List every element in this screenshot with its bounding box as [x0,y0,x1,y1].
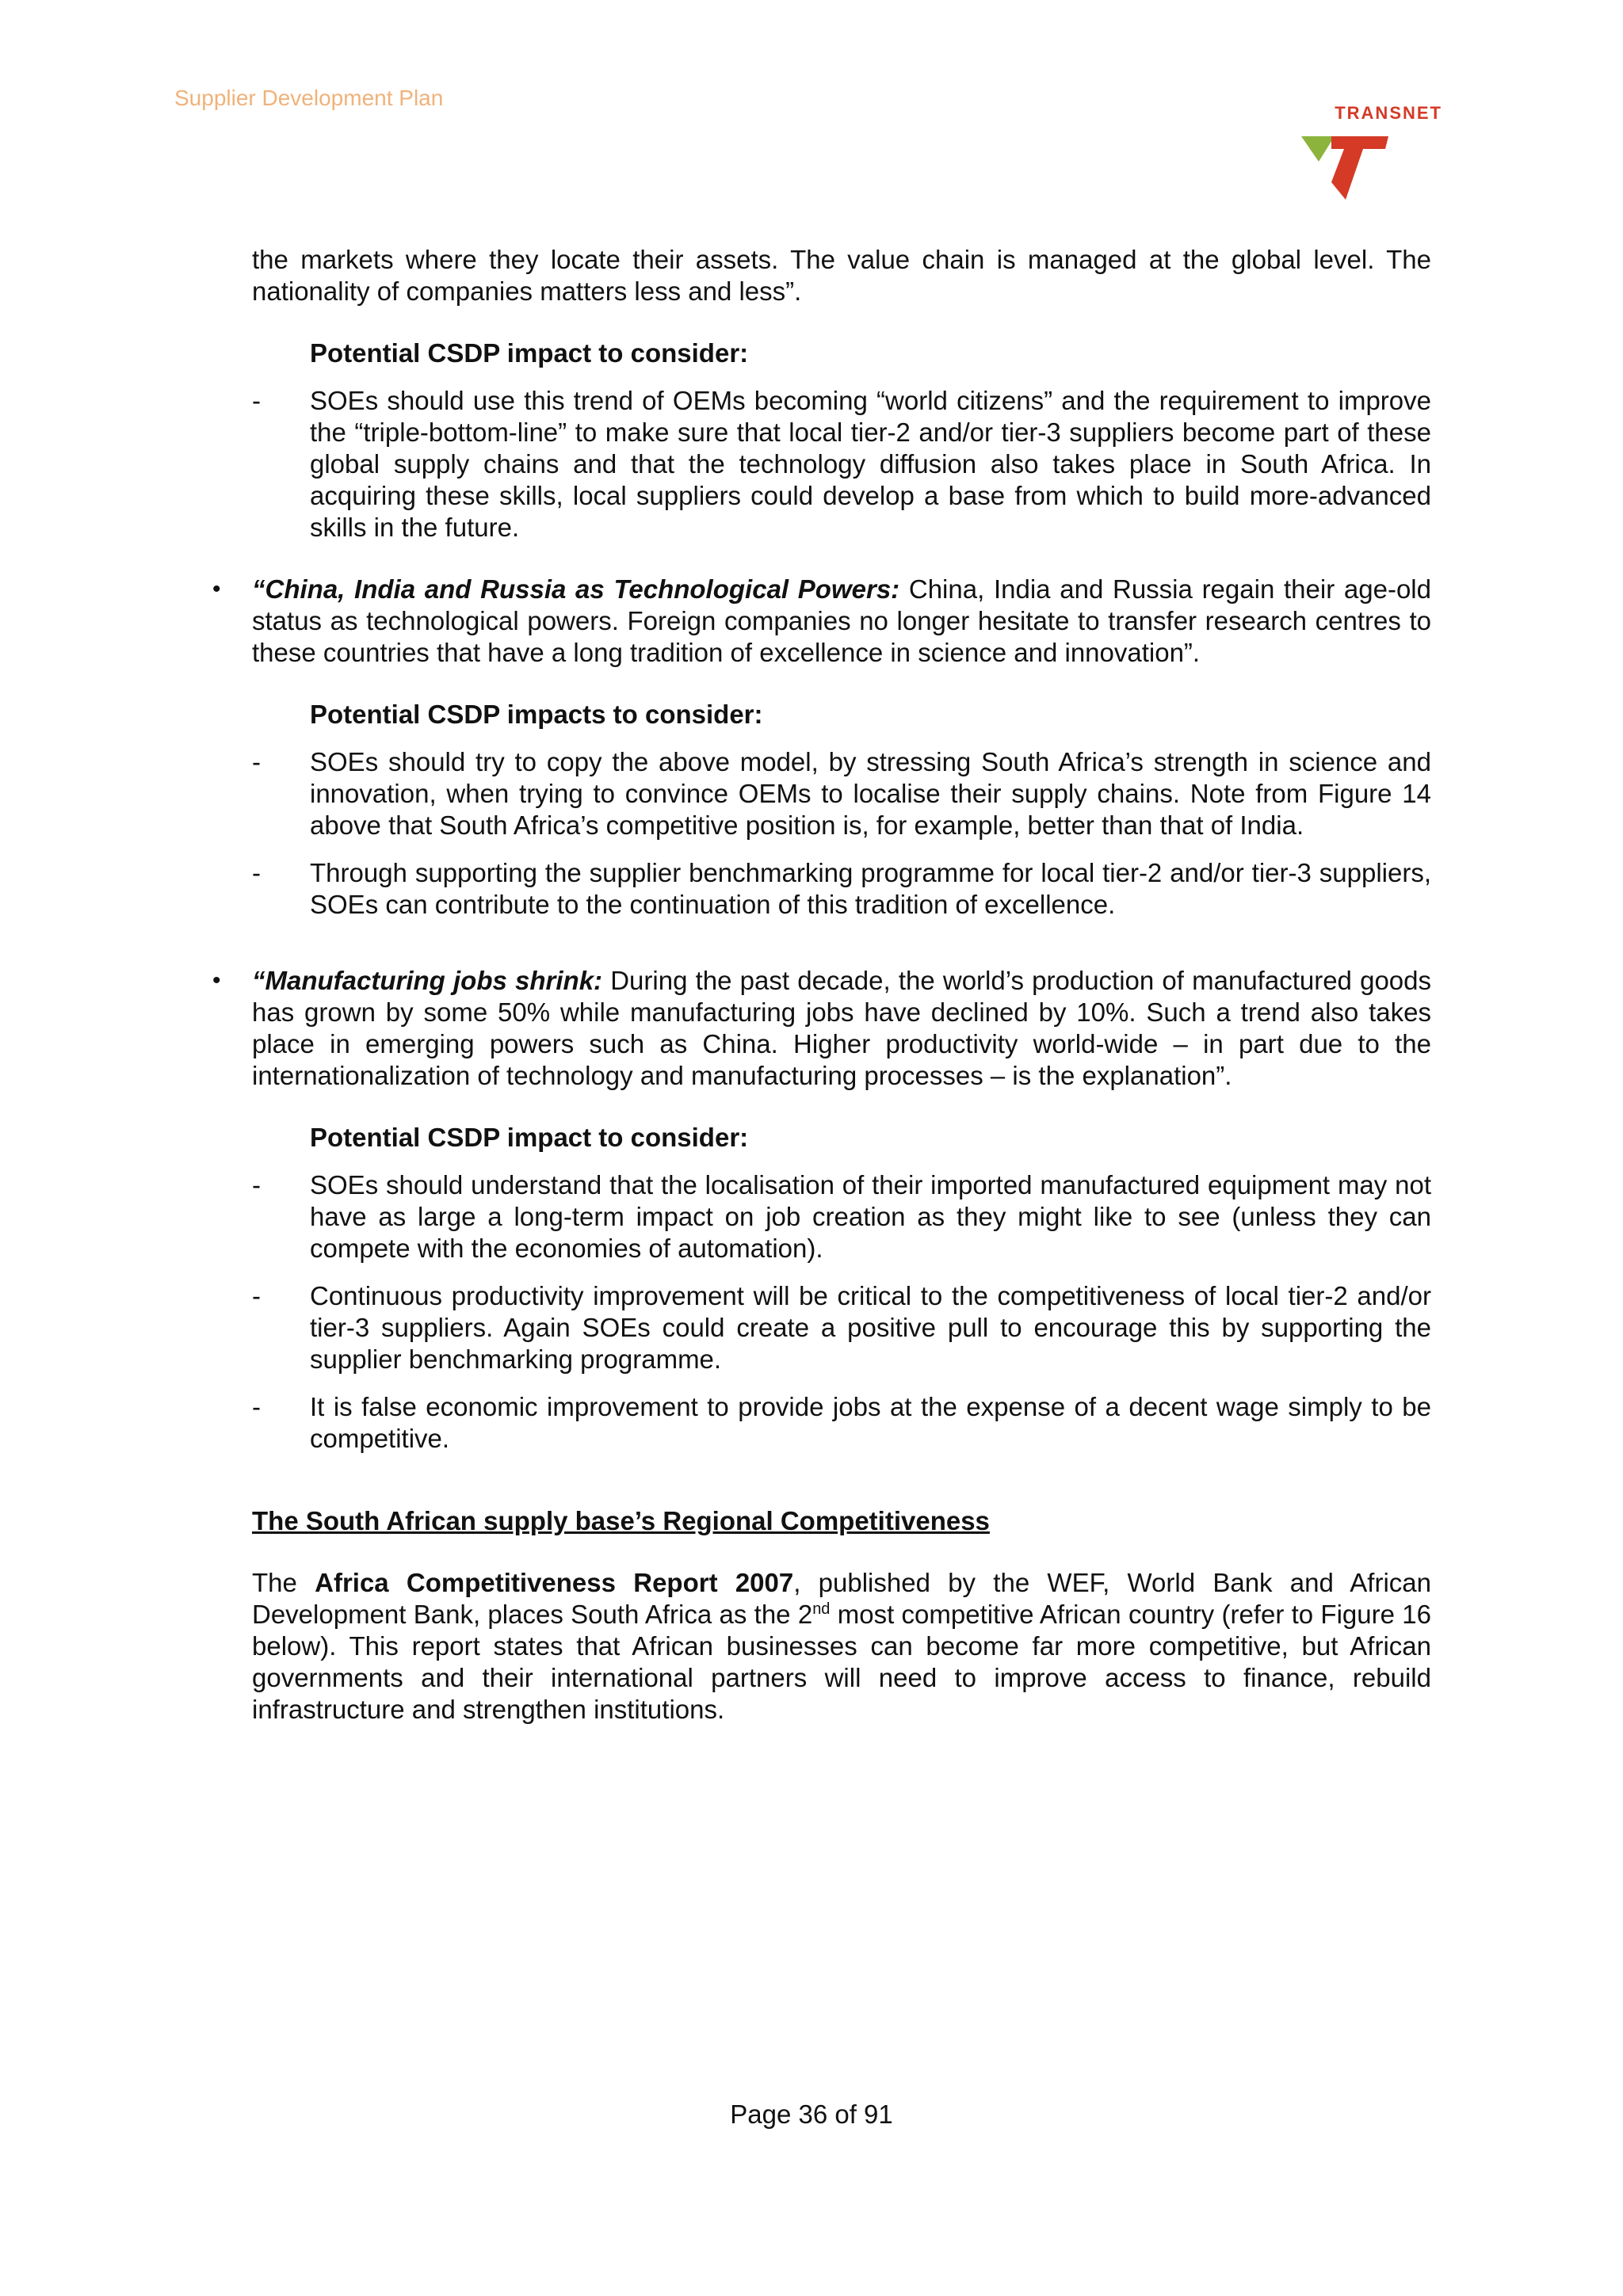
dash-marker: - [252,1170,261,1199]
list-item-text: SOEs should try to copy the above model, by stressing South Africa’s strength in science and innovation, when trying to convince OEMs to localise their supply chains. Note from Figure 14 above that South Africa’s competitive position is, for example, better than that of India. [310,747,1431,840]
bullet-marker: • [212,967,221,994]
bullet-text: China, India and Russia regain their age-old status as technological powers. Foreign companies no longer hesitate to transfer research centres to these countries that have a long tradition of excellence in science and innovation”. [252,574,1431,667]
paragraph-text: most competitive African country (refer to Figure 16 below). This report states that African businesses can become far more competitive, but African governments and their international partners will need to improve access to finance, rebuild infrastructure and strengthen institutions. [252,1600,1431,1724]
bullet-manufacturing-jobs [212,965,1431,1092]
logo-wordmark: TRANSNET [1335,103,1442,123]
bullet-title: “Manufacturing jobs shrink: [252,966,603,995]
competitiveness-paragraph [252,1567,1431,1726]
page-number: Page 36 of 91 [730,2100,893,2129]
list-item [252,1391,1431,1455]
running-header-title: Supplier Development Plan [174,86,444,110]
list-item [252,857,1431,921]
impact-list [252,1169,1431,1455]
bullet-title: “China, India and Russia as Technological Powers: [252,574,900,604]
impact-list [252,385,1431,543]
list-item [252,746,1431,841]
impact-heading: Potential CSDP impact to consider: [310,338,749,368]
list-item [252,1280,1431,1375]
section-heading: The South African supply base’s Regional Competitiveness [252,1506,990,1535]
intro-paragraph: the markets where they locate their assets. The value chain is managed at the global level. The nationality of companies matters less and less”. [252,245,1431,306]
list-item [252,1169,1431,1264]
list-item-text: SOEs should understand that the localisation of their imported manufactured equipment may not have as large a long-term impact on job creation as they might like to see (unless they can compete with the economies of automation). [310,1170,1431,1263]
list-item-text: SOEs should use this trend of OEMs becoming “world citizens” and the requirement to improve the “triple-bottom-line” to make sure that local tier-2 and/or tier-3 suppliers become part of these global supply chains and that the technology diffusion also takes place in South Africa. In acquiring these skills, local suppliers could develop a base from which to build more-advanced skills in the future. [310,386,1431,542]
impact-heading: Potential CSDP impact to consider: [310,1123,749,1152]
dash-marker: - [252,1281,261,1310]
paragraph-text: , published by the WEF, World Bank and African Development Bank, places South Africa as the 2 [252,1568,1431,1629]
dash-marker: - [252,1392,261,1421]
paragraph-text: The [252,1568,315,1597]
list-item-text: Continuous productivity improvement will be critical to the competitiveness of local tier-2 and/or tier-3 suppliers. Again SOEs could create a positive pull to encourage this by supporting the supplier benchmarking programme. [310,1281,1431,1374]
impact-list [252,746,1431,921]
dash-marker: - [252,858,261,887]
bullet-text: During the past decade, the world’s production of manufactured goods has grown by some 50% while manufacturing jobs have declined by 10%. Such a trend also takes place in emerging powers such as China. Higher productivity world-wide – in part due to the internationalization of technology and manufacturing processes – is the explanation”. [252,966,1431,1090]
ordinal-suffix: nd [812,1600,831,1618]
list-item-text: Through supporting the supplier benchmarking programme for local tier-2 and/or tier-3 suppliers, SOEs can contribute to the continuation of this tradition of excellence. [310,858,1431,919]
bullet-marker: • [212,576,221,602]
transnet-logo [1300,103,1442,198]
list-item-text: It is false economic improvement to provide jobs at the expense of a decent wage simply to be competitive. [310,1392,1431,1453]
impact-heading: Potential CSDP impacts to consider: [310,700,763,729]
dash-marker: - [252,747,261,776]
dash-marker: - [252,386,261,415]
logo-mark-icon [1300,135,1395,201]
list-item [252,385,1431,543]
report-title: Africa Competitiveness Report 2007 [315,1568,794,1597]
page-body [212,244,1431,1756]
bullet-china-india-russia [212,574,1431,669]
